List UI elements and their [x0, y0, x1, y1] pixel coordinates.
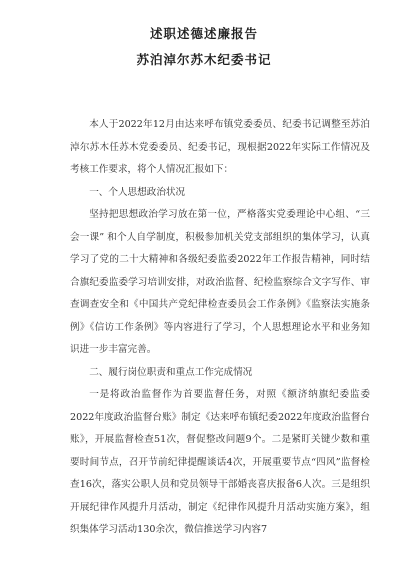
section-heading-2: 二、履行岗位职责和重点工作完成情况: [89, 366, 253, 378]
paragraph-political-study: 坚持把思想政治学习放在第一位，严格落实党委理论中心组、“三会一课” 和个人自学制度，积极参加机关党支部组织的集体学习，认真学习了党的二十大精神和各级纪委监委2022年工作报告精神，同时结合旗纪委监委学习培训安排，对政治监督、纪检监察综合文字写作、审查调查安全和《中国共产党纪律检查委员会工作条例》《监察法实施条例》《信访工作条例》等内容进行了学习，个人思想理论水平和业务知识进一步丰富完善。: [70, 209, 370, 355]
document-body: [70, 114, 370, 542]
document-title: 述职述德述廉报告: [149, 26, 258, 41]
paragraph-intro: 本人于2022年12月由达来呼布镇党委委员、纪委书记调整至苏泊淖尔苏木任苏木党委委员、纪委书记，现根据2022年实际工作情况及考核工作要求，将个人情况汇报如下：: [70, 119, 370, 175]
document-subtitle: 苏泊淖尔苏木纪委书记: [136, 52, 272, 67]
paragraph-duties: 一是将政治监督作为首要监督任务，对照《额济纳旗纪委监委2022年度政治监督台账》制定《达来呼布镇纪委2022年度政治监督台账》，开展监督检查51次，督促整改问题9个。二是紧盯关键少数和重要时间节点，召开节前纪律提醒谈话4次，开展重要节点“四风”监督检查16次，落实公职人员和党员领导干部婚丧喜庆报备6人次。三是组织开展纪律作风提升月活动，制定《纪律作风提升月活动实施方案》，组织集体学习活动130余次，微信推送学习内容7: [70, 389, 370, 535]
section-heading-1: 一、个人思想政治状况: [89, 186, 186, 198]
